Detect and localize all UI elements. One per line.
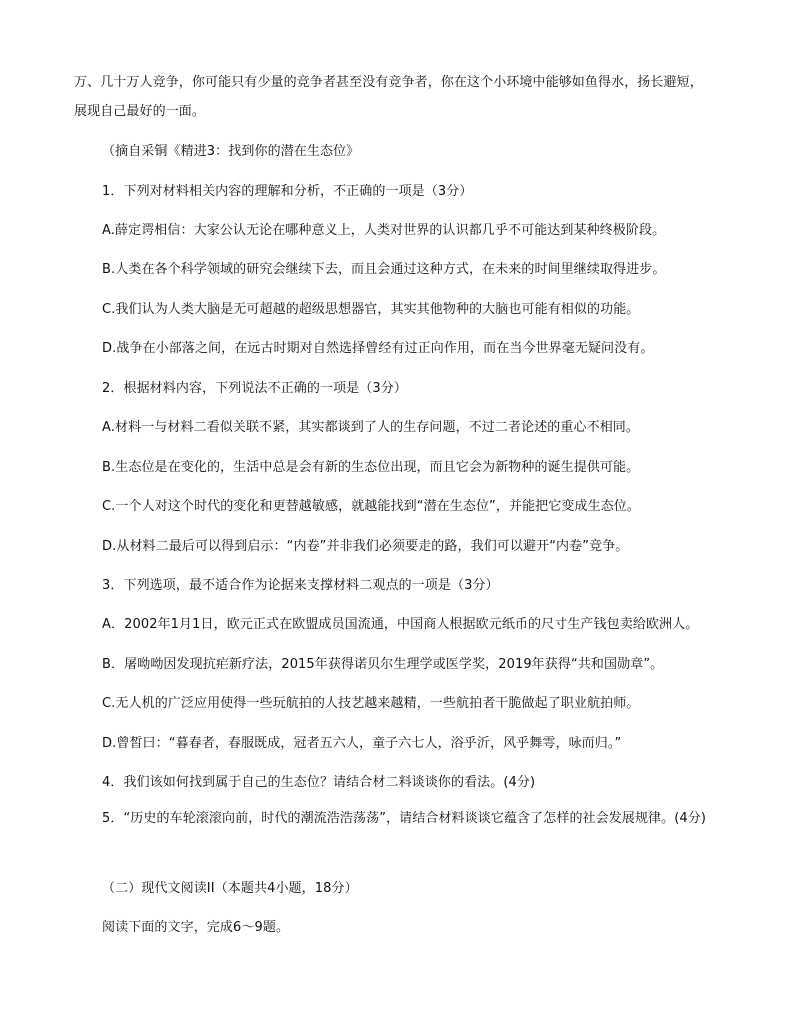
question-3-stem: 3．下列选项，最不适合作为论据来支撑材料二观点的一项是（3分） <box>102 578 499 593</box>
question-2-stem: 2．根据材料内容，下列说法不正确的一项是（3分） <box>102 381 407 396</box>
reading-instruction: 阅读下面的文字，完成6～9题。 <box>102 920 290 935</box>
question-2-option-b: B.生态位是在变化的，生活中总是会有新的生态位出现，而且它会为新物种的诞生提供可能。 <box>102 460 640 475</box>
question-1-stem: 1．下列对材料相关内容的理解和分析，不正确的一项是（3分） <box>102 184 473 199</box>
intro-line-1: 万、几十万人竞争，你可能只有少量的竞争者甚至没有竞争者，你在这个小环境中能够如鱼得水，扬长避短， <box>74 75 703 90</box>
question-1-option-d: D.战争在小部落之间，在远古时期对自然选择曾经有过正向作用，而在当今世界毫无疑问没有。 <box>102 341 654 356</box>
question-5: 5．“历史的车轮滚滚向前，时代的潮流浩浩荡荡”，请结合材料谈谈它蕴含了怎样的社会发展规律。(4分) <box>102 811 707 826</box>
question-2-option-a: A.材料一与材料二看似关联不紧，其实都谈到了人的生存问题，不过二者论述的重心不相同。 <box>102 420 639 435</box>
section-2-heading: （二）现代文阅读II（本题共4小题，18分） <box>102 881 358 896</box>
question-4: 4．我们该如何找到属于自己的生态位？请结合材二料谈谈你的看法。(4分) <box>102 775 536 790</box>
intro-line-2: 展现自己最好的一面。 <box>74 104 206 119</box>
source-citation: （摘自采铜《精进3：找到你的潜在生态位》 <box>102 144 360 159</box>
question-1-option-b: B.人类在各个科学领域的研究会继续下去，而且会通过这种方式，在未来的时间里继续取得进步。 <box>102 262 666 277</box>
question-3-option-b: B．屠呦呦因发现抗疟新疗法，2015年获得诺贝尔生理学或医学奖，2019年获得“共和国勋章”。 <box>102 657 664 672</box>
question-3-option-a: A．2002年1月1日，欧元正式在欧盟成员国流通，中国商人根据欧元纸币的尺寸生产钱包卖给欧洲人。 <box>102 617 699 632</box>
question-3-option-d: D.曾皙曰：“暮春者，春服既成，冠者五六人，童子六七人，浴乎沂，风乎舞雩，咏而归。” <box>102 736 622 751</box>
question-1-option-c: C.我们认为人类大脑是无可超越的超级思想器官，其实其他物种的大脑也可能有相似的功能。 <box>102 302 640 317</box>
question-1-option-a: A.薛定谔相信：大家公认无论在哪种意义上，人类对世界的认识都几乎不可能达到某种终极阶段。 <box>102 223 666 238</box>
question-3-option-c: C.无人机的广泛应用使得一些玩航拍的人技艺越来越精，一些航拍者干脆做起了职业航拍师。 <box>102 696 640 711</box>
question-2-option-d: D.从材料二最后可以得到启示：“内卷”并非我们必须要走的路，我们可以避开“内卷”竞争。 <box>102 539 629 554</box>
question-2-option-c: C.一个人对这个时代的变化和更替越敏感，就越能找到“潜在生态位”，并能把它变成生态位。 <box>102 499 640 514</box>
